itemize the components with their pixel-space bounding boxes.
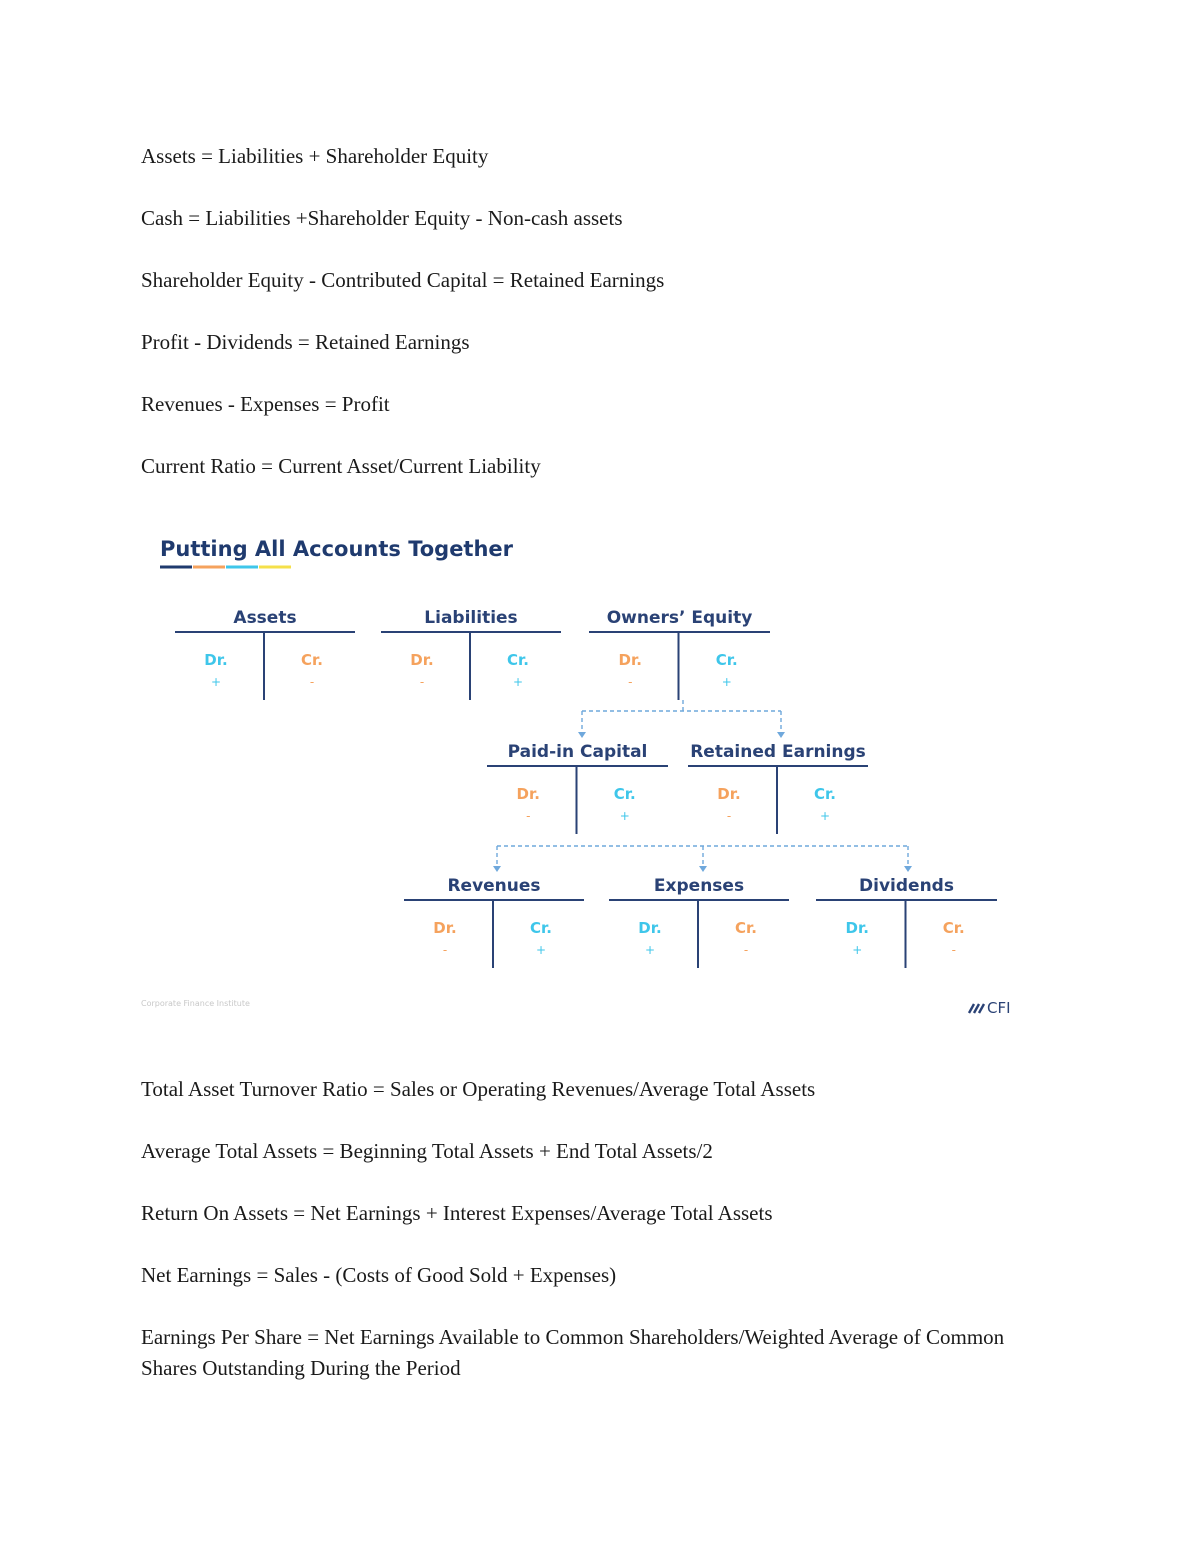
equation-profit-dividends: Profit - Dividends = Retained Earnings xyxy=(141,330,470,354)
liabilities-credit-sign: + xyxy=(512,675,524,689)
assets-credit-sign: - xyxy=(309,675,315,689)
owners-equity-credit-sign: + xyxy=(721,675,732,689)
owners-equity-account-title: Owners’ Equity xyxy=(606,608,753,628)
equation-return-on-assets: Return On Assets = Net Earnings + Interest Expenses/Average Total Assets xyxy=(141,1201,773,1225)
retained-earnings-credit-label: Cr. xyxy=(814,785,836,803)
equation-current-ratio: Current Ratio = Current Asset/Current Liability xyxy=(141,454,541,478)
assets-account-title: Assets xyxy=(233,608,297,628)
retained-earnings-account-title: Retained Earnings xyxy=(690,742,866,762)
dividends-debit-label: Dr. xyxy=(845,919,869,937)
retained-earnings-credit-sign: + xyxy=(819,809,831,823)
equation-total-asset-turnover: Total Asset Turnover Ratio = Sales or Operating Revenues/Average Total Assets xyxy=(141,1077,816,1101)
expenses-credit-sign: - xyxy=(743,943,749,957)
retained-earnings-debit-sign: - xyxy=(726,809,732,823)
paid-in-capital-account-title: Paid-in Capital xyxy=(507,742,648,762)
owners-equity-credit-label: Cr. xyxy=(715,651,738,669)
liabilities-credit-label: Cr. xyxy=(507,651,529,669)
diagram-title: Putting All Accounts Together xyxy=(160,537,514,561)
owners-equity-debit-label: Dr. xyxy=(618,651,642,669)
paid-in-capital-credit-sign: + xyxy=(619,809,630,823)
expenses-credit-label: Cr. xyxy=(735,919,757,937)
revenues-credit-label: Cr. xyxy=(530,919,552,937)
footer-note: Corporate Finance Institute xyxy=(141,999,250,1008)
paid-in-capital-debit-sign: - xyxy=(526,809,531,823)
cfi-logo xyxy=(969,999,1011,1017)
equation-accounting: Assets = Liabilities + Shareholder Equity xyxy=(141,144,489,168)
assets-credit-label: Cr. xyxy=(301,651,323,669)
retained-earnings-debit-label: Dr. xyxy=(717,785,741,803)
equation-net-earnings: Net Earnings = Sales - (Costs of Good Sold + Expenses) xyxy=(141,1263,617,1287)
equation-profit: Revenues - Expenses = Profit xyxy=(141,392,390,416)
paid-in-capital-debit-label: Dr. xyxy=(516,785,540,803)
expenses-debit-sign: + xyxy=(644,943,656,957)
arrowheads-re xyxy=(493,866,912,872)
dividends-debit-sign: + xyxy=(852,943,863,957)
revenues-account-title: Revenues xyxy=(447,876,541,896)
revenues-debit-sign: - xyxy=(442,943,448,957)
expenses-debit-label: Dr. xyxy=(638,919,662,937)
assets-debit-sign: + xyxy=(210,675,222,689)
revenues-debit-label: Dr. xyxy=(433,919,457,937)
liabilities-account-title: Liabilities xyxy=(424,608,518,628)
liabilities-debit-label: Dr. xyxy=(410,651,434,669)
cfi-logo-icon xyxy=(969,1004,984,1013)
liabilities-debit-sign: - xyxy=(419,675,425,689)
connector-equity-split xyxy=(582,700,781,733)
equation-average-total-assets: Average Total Assets = Beginning Total Assets + End Total Assets/2 xyxy=(141,1139,713,1163)
connector-retained-earnings-split xyxy=(497,846,908,867)
dividends-account-title: Dividends xyxy=(859,876,954,896)
owners-equity-debit-sign: - xyxy=(628,675,633,689)
equation-retained-earnings: Shareholder Equity - Contributed Capital = Retained Earnings xyxy=(141,268,665,292)
paid-in-capital-credit-label: Cr. xyxy=(613,785,636,803)
equation-cash: Cash = Liabilities +Shareholder Equity - Non-cash assets xyxy=(141,206,623,230)
dividends-credit-sign: - xyxy=(951,943,956,957)
equation-earnings-per-share: Earnings Per Share = Net Earnings Available to Common Shareholders/Weighted Average of Common Shares Outstanding During the Period xyxy=(141,1325,1005,1380)
dividends-credit-label: Cr. xyxy=(942,919,965,937)
cfi-logo-text: CFI xyxy=(987,999,1011,1017)
expenses-account-title: Expenses xyxy=(653,876,745,896)
revenues-credit-sign: + xyxy=(535,943,547,957)
arrowheads-equity xyxy=(578,732,785,738)
assets-debit-label: Dr. xyxy=(204,651,228,669)
